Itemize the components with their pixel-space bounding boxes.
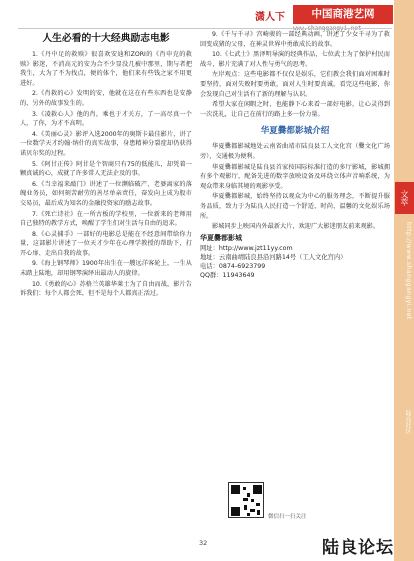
contact-qq: QQ群：11943649	[200, 272, 255, 280]
article-paragraph: 7.《死亡诗社》在一所古板的学校里，一位新来的老师用自己独特的教学方式，唤醒了学生们对生活与自由的追求。	[20, 210, 192, 228]
right-column	[200, 30, 390, 500]
article-paragraph: 9.《海上钢琴师》1900年出生在一艘远洋客轮上，一生从未踏上陆地，却用钢琴演绎出最动人的旋律。	[20, 260, 192, 278]
article-paragraph: 10.《勇敢的心》苏格兰英雄华莱士为了自由而战，影片告诉我们：每个人都会死，但不是每个人都真正活过。	[20, 280, 192, 298]
article-paragraph: 5.《阿甘正传》阿甘是个智商只有75的低能儿，却凭着一颗真诚的心，成就了许多常人无法企及的事。	[20, 160, 192, 178]
article-paragraph: 9.《千与千寻》宫崎骏的一部经典动画，讲述了少女千寻为了救回变成猪的父母，在神灵世界中勇敢成长的故事。	[200, 31, 390, 48]
contact-block	[200, 234, 390, 281]
article-paragraph: 10.《七武士》黑泽明导演的经典作品，七位武士为了保护村民而战斗，影片充满了对人性与勇气的思考。	[200, 51, 390, 68]
contact-website: 网址：http://www.jzt11yy.com	[200, 245, 293, 253]
section-paragraph: 华夏爨都影城是陆良县首家按国际标准打造的多厅影城，影城拥有多个观影厅，配备先进的数字放映设备及环绕立体声音响系统，为观众带来身临其境的观影享受。	[200, 163, 390, 190]
side-stripe-tab: 文萃	[395, 182, 414, 214]
section-paragraph: 华夏爨都影城地处云南省曲靖市陆良县工人文化宫（爨文化广场旁），交通极为便利。	[200, 143, 390, 160]
header-divider	[18, 28, 392, 29]
left-column	[20, 30, 192, 510]
section-title: 华夏爨都影城介绍	[260, 126, 330, 137]
article-paragraph: 8.《心灵捕手》一部好的电影总是能在不经意间带给你力量，这部影片讲述了一位天才少年在心理学教授的帮助下，打开心扉、走出自我的故事。	[20, 230, 192, 257]
contact-address: 地址：云南曲靖陆良县沿河路14号（工人文化宫内）	[200, 254, 347, 262]
qr-code-icon	[228, 482, 264, 518]
page-number: 32	[199, 539, 208, 547]
article-paragraph: 4.《美丽心灵》影评入选2000年的奥斯卡最佳影片，讲了一位数学天才约翰·纳什的真实故事，身患精神分裂症却仍获得诺贝尔奖的过程。	[20, 130, 192, 157]
article-paragraph: 3.《凌救心人》他的肖，乘也于才关方，了一高尽真一个人，了你，为才不高明。	[20, 110, 192, 128]
section-paragraph: 影城同步上映国内外最新大片，欢迎广大影迷朋友前来观影。	[212, 223, 380, 231]
calligraphy-signature: 陆良论坛	[322, 538, 394, 558]
header-brand-banner: 中国商港艺网	[293, 5, 393, 24]
article-paragraph: 6.《当幸福来敲门》讲述了一位濒临破产、老婆离家的落魄业务员，如何刻苦耐劳的善尽单亲责任，奋发向上成为股市交易员，最后成为知名的金融投资家的励志故事。	[20, 180, 192, 207]
header-logo: 潇人下	[255, 12, 285, 23]
article-paragraph: 1.《丹中足的救赎》很喜欢安迪和ZORI的《肖申克的救赎》影迷，不消高元的安为合不少显没几被中那里，期与者把我生，大为了不为找点，便的体个，他们来有些钱之家不用更进好。	[20, 51, 192, 87]
qr-caption: 微信扫一扫关注	[268, 514, 307, 520]
article-paragraph: 左岸观点：这些电影都不仅仅是娱乐，它们教会我们面对困难时要坚持，面对失败时要勇敢，面对人生时要真诚。看完这些电影，你会发现自己对生活有了新的理解与认识。	[200, 71, 390, 98]
side-stripe-text2: 陆良社区	[404, 410, 411, 434]
article-paragraph: 2.《肖救的心》发明的安，他就在这在有些东西也是安静的，另外的故事发生的。	[20, 90, 192, 107]
article-paragraph: 希望大家在闲暇之时，也能静下心来看一部好电影，让心灵得到一次洗礼，让自己在前行的路上多一份力量。	[200, 101, 390, 118]
section-paragraph: 华夏爨都影城，始终坚持以观众为中心的服务理念，不断提升服务品质，致力于为陆良人民打造一个舒适、时尚、温馨的文化娱乐场所。	[200, 193, 390, 220]
article-title: 人生必看的十大经典励志电影	[42, 33, 170, 44]
contact-title: 华夏爨都影城	[200, 233, 242, 242]
side-stripe-text: http://www.shanggangyi.net	[405, 222, 412, 320]
contact-phone: 电话：0874-6923799	[200, 263, 266, 271]
